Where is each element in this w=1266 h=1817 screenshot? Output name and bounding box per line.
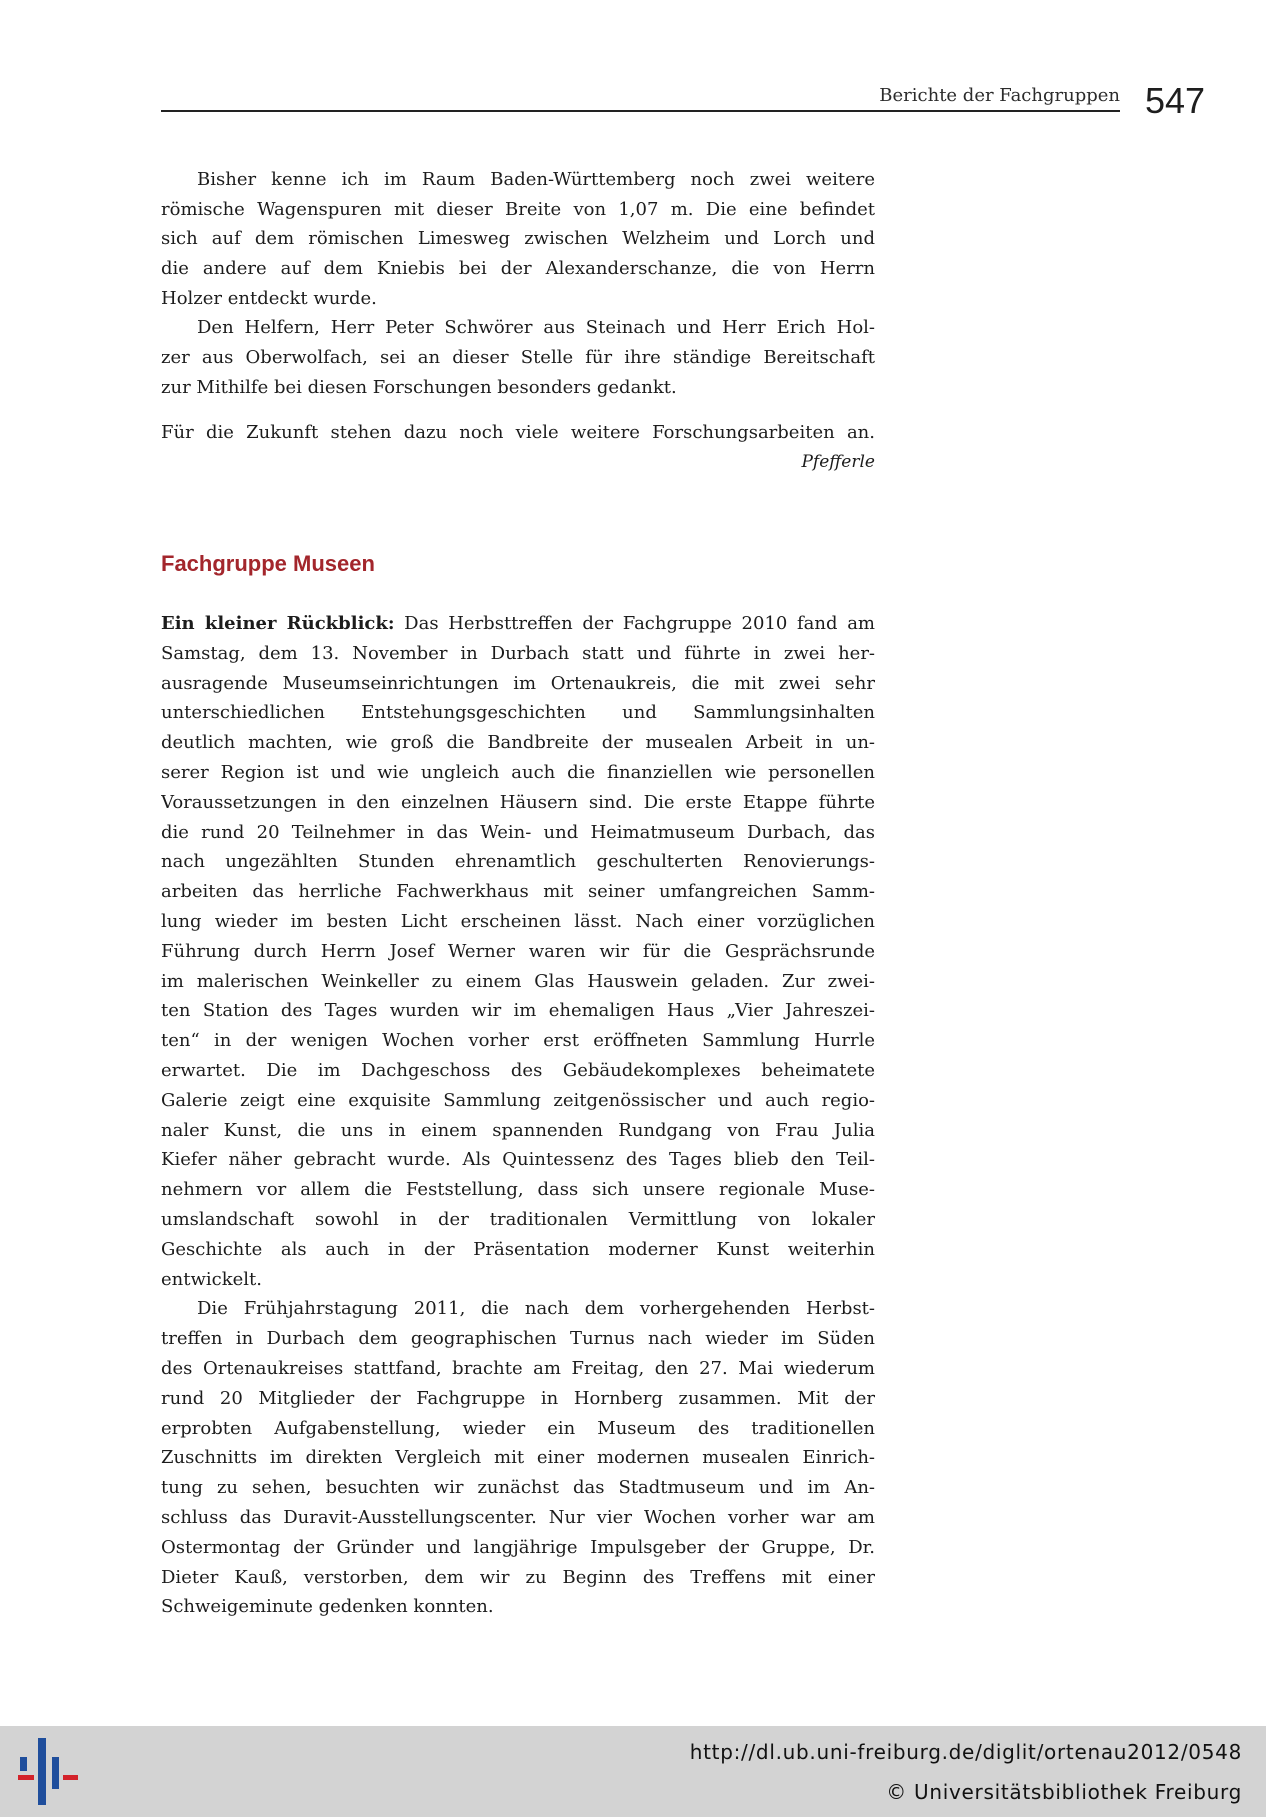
paragraph — [161, 1294, 875, 1622]
section-body — [161, 609, 875, 1622]
text-line: lung wieder im besten Licht erscheinen lässt. Nach einer vorzüglichen — [161, 910, 875, 932]
paragraph — [161, 609, 875, 1294]
text-line: Ostermontag der Gründer und langjährige Impulsgeber der Gruppe, Dr. — [161, 1536, 875, 1558]
text-line: ten Station des Tages wurden wir im ehemaligen Haus „Vier Jahreszei- — [161, 1000, 875, 1022]
text-line: Dieter Kauß, verstorben, dem wir zu Beginn des Treffens mit einer — [161, 1566, 875, 1588]
text-line: Geschichte als auch in der Präsentation moderner Kunst weiterhin — [161, 1238, 875, 1260]
text-line: zer aus Oberwolfach, sei an dieser Stelle für ihre ständige Bereitschaft — [161, 347, 875, 369]
logo-bar — [20, 1757, 27, 1771]
text-line: serer Region ist und wie ungleich auch die finanziellen wie personellen — [161, 761, 875, 783]
text-line: römische Wagenspuren mit dieser Breite von 1,07 m. Die eine befindet — [161, 198, 875, 220]
text-line: schluss das Duravit-Ausstellungscenter. Nur vier Wochen vorher war am — [161, 1506, 875, 1528]
author-signature: Pfefferle — [801, 451, 875, 472]
text-line: im malerischen Weinkeller zu einem Glas Hauswein geladen. Zur zwei- — [161, 970, 875, 992]
text-line: umslandschaft sowohl in der traditionalen Vermittlung von lokaler — [161, 1208, 875, 1230]
text-line: Die Frühjahrstagung 2011, die nach dem vorhergehenden Herbst- — [197, 1298, 875, 1320]
text-line: die andere auf dem Kniebis bei der Alexanderschanze, die von Herrn — [161, 258, 875, 280]
text-line: Führung durch Herrn Josef Werner waren wir für die Gesprächsrunde — [161, 940, 875, 962]
copyright-notice: © Universitätsbibliothek Freiburg — [886, 1780, 1242, 1804]
text-line: arbeiten das herrliche Fachwerkhaus mit seiner umfangreichen Samm- — [161, 881, 875, 903]
text-line: Zuschnitts im direkten Vergleich mit einer modernen musealen Einrich- — [161, 1447, 875, 1469]
logo-bar — [38, 1738, 46, 1805]
text-line: Schweigeminute gedenken konnten. — [161, 1596, 494, 1618]
paragraph — [161, 418, 875, 448]
page-number: 547 — [1145, 80, 1206, 121]
logo-bar — [63, 1775, 78, 1780]
logo-bar — [52, 1757, 59, 1789]
text-line: treffen in Durbach dem geographischen Turnus nach wieder im Süden — [161, 1328, 875, 1350]
paragraph — [161, 313, 875, 402]
previous-report-text — [161, 165, 875, 403]
text-line: Kiefer näher gebracht wurde. Als Quintessenz des Tages blieb den Teil- — [161, 1149, 875, 1171]
digitization-footer — [0, 1726, 1266, 1817]
text-line: Samstag, dem 13. November in Durbach statt und führte in zwei her- — [161, 642, 875, 664]
text-line: erwartet. Die im Dachgeschoss des Gebäudekomplexes beheimatete — [161, 1059, 875, 1081]
text-line: unterschiedlichen Entstehungsgeschichten und Sammlungsinhalten — [161, 702, 875, 724]
text-line-rest: Das Herbsttreffen der Fachgruppe 2010 fand am — [404, 613, 875, 634]
text-line: nach ungezählten Stunden ehrenamtlich geschulterten Renovierungs- — [161, 851, 875, 873]
logo-bar — [18, 1775, 34, 1780]
text-line: sich auf dem römischen Limesweg zwischen Welzheim und Lorch und — [161, 228, 875, 250]
text-line: Für die Zukunft stehen dazu noch viele weitere Forschungsarbeiten an. — [161, 422, 875, 443]
text-line: entwickelt. — [161, 1268, 262, 1290]
text-line: Holzer entdeckt wurde. — [161, 287, 377, 309]
header-rule — [161, 110, 1120, 112]
text-line — [161, 609, 875, 639]
text-line: tung zu sehen, besuchten wir zunächst das Stadtmuseum und im An- — [161, 1477, 875, 1499]
text-line: deutlich machten, wie groß die Bandbreite der musealen Arbeit in un- — [161, 732, 875, 754]
text-line: ausragende Museumseinrichtungen im Ortenaukreis, die mit zwei sehr — [161, 672, 875, 694]
text-line: Galerie zeigt eine exquisite Sammlung zeitgenössischer und auch regio- — [161, 1089, 875, 1111]
library-logo-icon — [18, 1738, 80, 1806]
text-line: Bisher kenne ich im Raum Baden-Württemberg noch zwei weitere — [197, 169, 875, 190]
text-line: des Ortenaukreises stattfand, brachte am Freitag, den 27. Mai wiederum — [161, 1357, 875, 1379]
text-line: die rund 20 Teilnehmer in das Wein- und Heimatmuseum Durbach, das — [161, 821, 875, 843]
text-line: ten“ in der wenigen Wochen vorher erst eröffneten Sammlung Hurrle — [161, 1030, 875, 1052]
section-heading: Fachgruppe Museen — [161, 551, 375, 576]
text-line: erprobten Aufgabenstellung, wieder ein Museum des traditionellen — [161, 1417, 875, 1439]
text-line: nehmern vor allem die Feststellung, dass sich unsere regionale Muse- — [161, 1179, 875, 1201]
text-line: rund 20 Mitglieder der Fachgruppe in Hornberg zusammen. Mit der — [161, 1387, 875, 1409]
lead-in: Ein kleiner Rückblick: — [161, 613, 395, 634]
source-url: http://dl.ub.uni-freiburg.de/diglit/ortenau2012/0548 — [689, 1740, 1242, 1764]
previous-report-closing — [161, 418, 875, 477]
paragraph — [161, 165, 875, 313]
text-line: Voraussetzungen in den einzelnen Häusern sind. Die erste Etappe führte — [161, 791, 875, 813]
running-title: Berichte der Fachgruppen — [879, 85, 1120, 106]
text-line: naler Kunst, die uns in einem spannenden Rundgang von Frau Julia — [161, 1119, 875, 1141]
text-line: zur Mithilfe bei diesen Forschungen besonders gedankt. — [161, 376, 677, 398]
text-line: Den Helfern, Herr Peter Schwörer aus Steinach und Herr Erich Hol- — [197, 317, 875, 339]
